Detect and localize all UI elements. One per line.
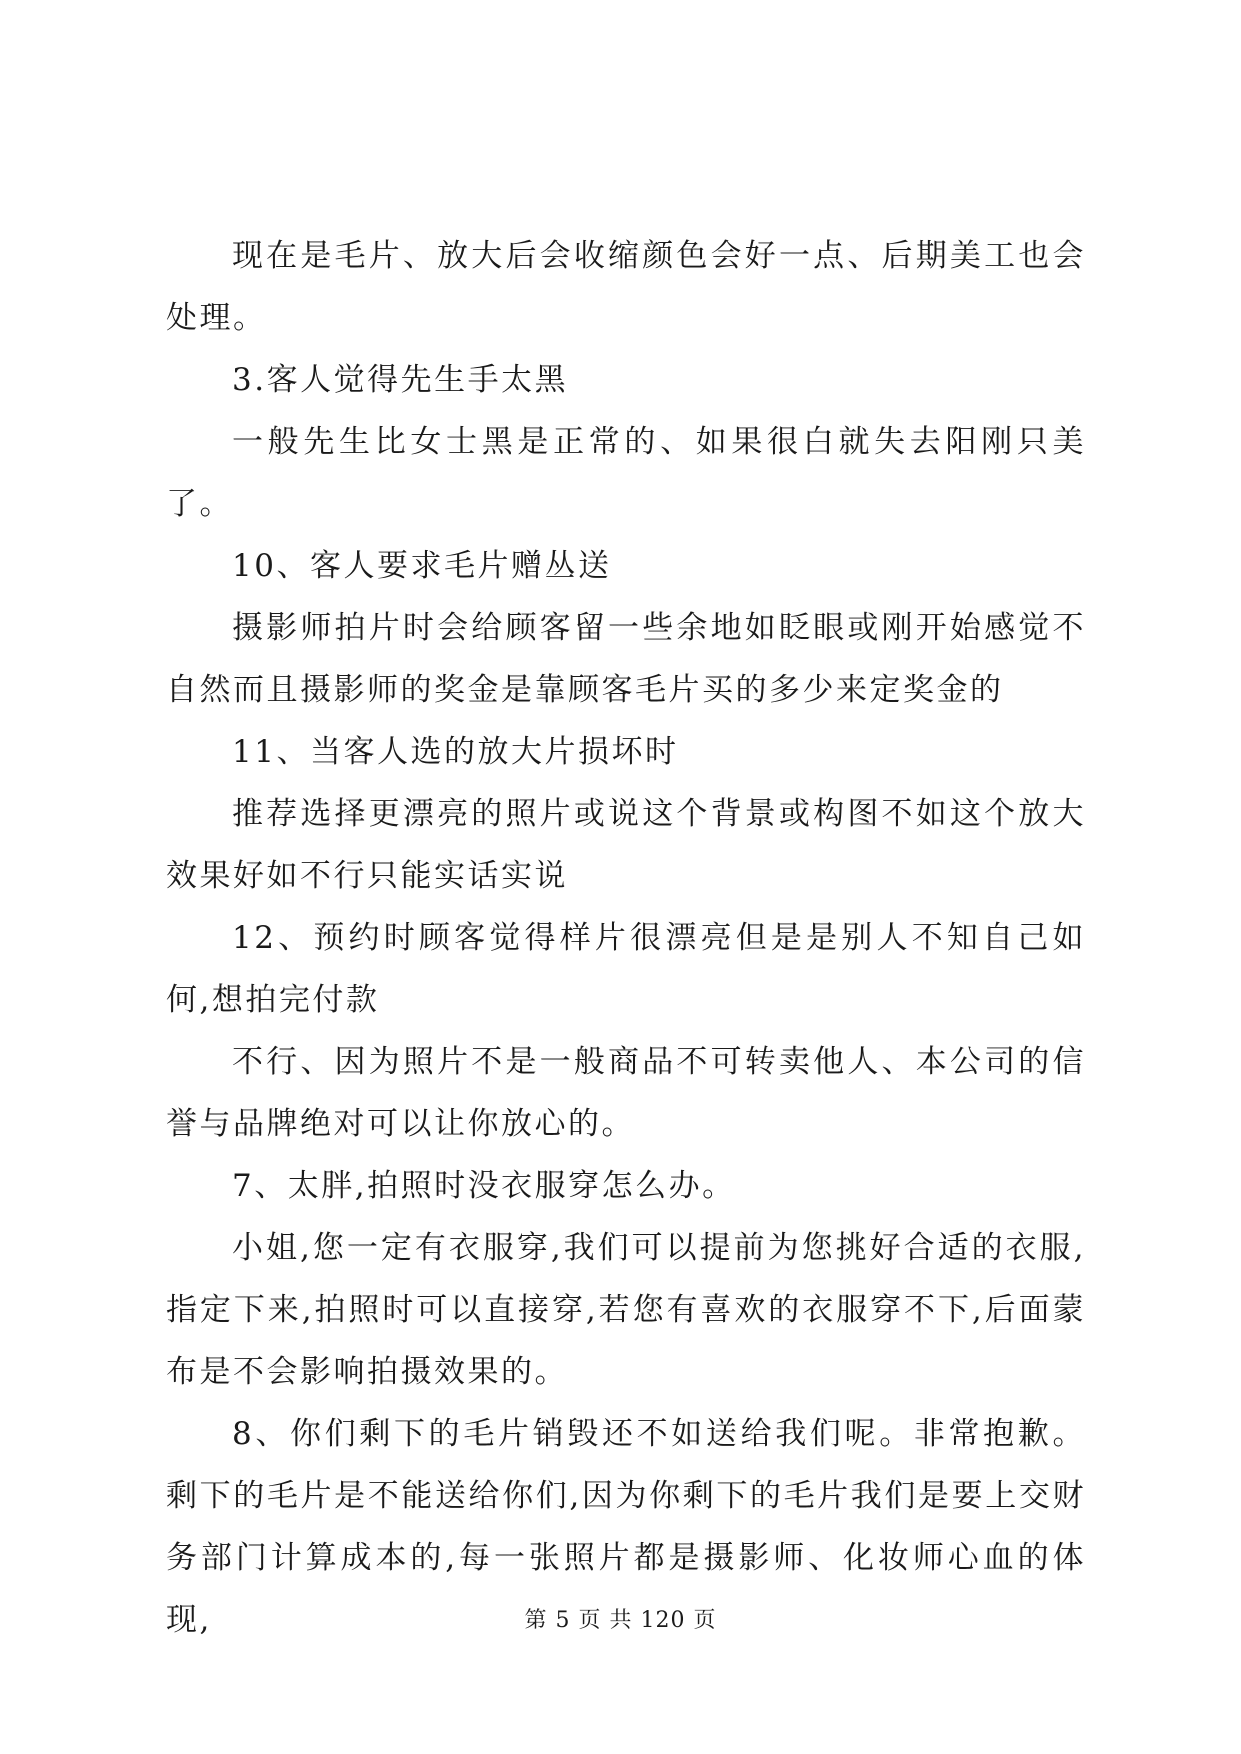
- text-line: 12、预约时顾客觉得样片很漂亮但是是别人不知自己如何,: [166, 920, 1086, 1018]
- text-line: 一般先生比女士黑是正常的、如果很白就失去阳刚只美了。: [166, 424, 1086, 522]
- text-line: 效果好如不行只能实话实说: [166, 858, 568, 894]
- text-line: 11、当客人选的放大片损坏时: [232, 734, 679, 770]
- text-line: 7、太胖,拍照时没衣服穿怎么办。: [232, 1168, 736, 1204]
- text-line: 下的毛片是不能送给你们,因为你剩下的毛片我们是要上交财务: [166, 1478, 1087, 1576]
- text-line: 部门计算成本的,每一张照片都是摄影师、化妆师心血的体现,: [166, 1540, 1087, 1638]
- text-line: 不行、因为照片不是一般商品不可转卖他人、本公司的信誉: [166, 1044, 1086, 1142]
- paragraph: [166, 721, 1086, 783]
- paragraph: [166, 597, 1086, 721]
- text-line: 自然而且摄影师的奖金是靠顾客毛片买的多少来定奖金的: [166, 672, 1004, 708]
- page-number-footer: 第 5 页 共 120 页: [524, 1608, 717, 1633]
- text-line: 现在是毛片、放大后会收缩颜色会好一点、后期美工也会处: [166, 238, 1086, 336]
- paragraph: [166, 1217, 1086, 1403]
- text-line: 摄影师拍片时会给顾客留一些余地如眨眼或刚开始感觉不: [232, 610, 1086, 646]
- paragraph: [166, 783, 1086, 907]
- text-line: 8、你们剩下的毛片销毁还不如送给我们呢。非常抱歉。剩: [166, 1416, 1086, 1514]
- text-line: 推荐选择更漂亮的照片或说这个背景或构图不如这个放大: [232, 796, 1086, 832]
- paragraph: [166, 411, 1086, 535]
- text-line: 指定下来,拍照时可以直接穿,若您有喜欢的衣服穿不下,后面: [166, 1292, 1053, 1328]
- text-line: 理。: [199, 300, 267, 336]
- paragraph: [166, 349, 1086, 411]
- paragraph: [166, 1031, 1086, 1155]
- text-line: 与品牌绝对可以让你放心的。: [199, 1106, 635, 1142]
- text-line: 蒙布是不会影响拍摄效果的。: [166, 1292, 1086, 1390]
- text-line: 3.客人觉得先生手太黑: [232, 362, 569, 398]
- paragraph: [166, 1155, 1086, 1217]
- text-line: 想拍完付款: [211, 982, 380, 1018]
- paragraph: [166, 907, 1086, 1031]
- paragraph: [166, 225, 1086, 349]
- text-line: 小姐,您一定有衣服穿,我们可以提前为您挑好合适的衣服,: [232, 1230, 1086, 1266]
- document-body: [166, 225, 1086, 1651]
- paragraph: [166, 535, 1086, 597]
- text-line: 10、客人要求毛片赠丛送: [232, 548, 612, 584]
